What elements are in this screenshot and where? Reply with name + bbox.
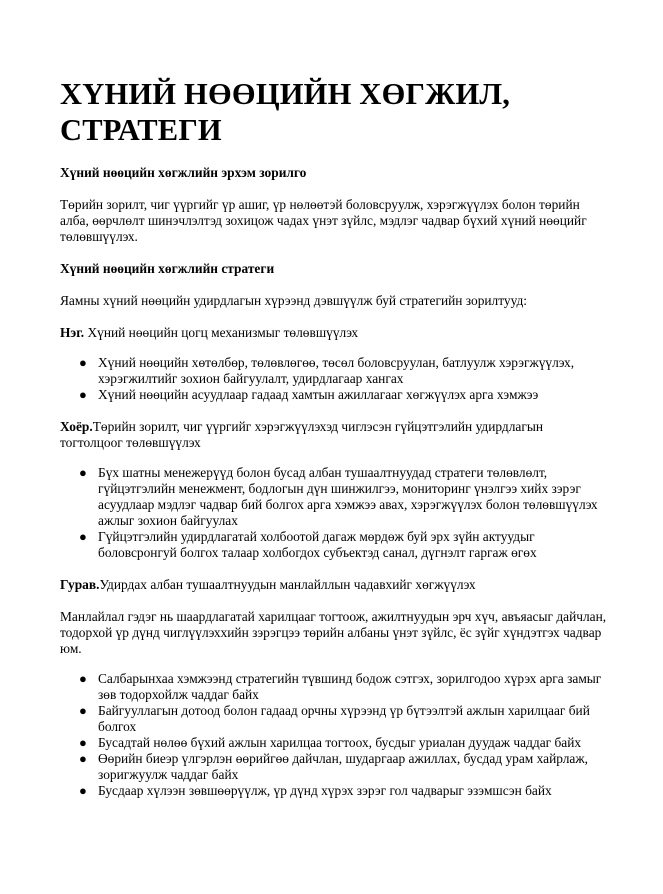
section-one-text: Хүний нөөцийн цогц механизмыг төлөвшүүлэх xyxy=(84,325,359,340)
list-item: ● Байгууллагын дотоод болон гадаад орчны хүрээнд үр бүтээлтэй ажлын харилцааг бий болгох xyxy=(79,703,590,734)
bullet-icon: ● xyxy=(79,703,87,718)
section-three-label: Гурав. xyxy=(60,577,100,592)
bullet-icon: ● xyxy=(79,387,87,402)
section-two-heading xyxy=(60,419,608,451)
list-item: ● Салбарынхаа хэмжээнд стратегийн түвшинд бодож сэтгэх, зорилгодоо хүрэх арга замыг зөв тодорхойлж чаддаг байх xyxy=(79,671,602,702)
section-one-heading xyxy=(60,325,608,341)
goal-text: Төрийн зорилт, чиг үүргийг үр ашиг, үр нөлөөтэй боловсруулж, хэрэгжүүлэх болон төрийн алба, өөрчлөлт шинэчлэлтэд зохицож чадах үнэт зүйлс, мэдлэг чадвар бүхий хүний нөөцийг төлөвшүүлэх. xyxy=(60,197,587,244)
page-title: ХҮНИЙ НӨӨЦИЙН ХӨГЖИЛ, СТРАТЕГИ xyxy=(60,77,511,147)
section-two-label: Хоёр. xyxy=(60,419,93,434)
list-item: ● Бусадтай нөлөө бүхий ажлын харилцаа тогтоох, бусдыг уриалан дуудаж чаддаг байх xyxy=(79,735,582,750)
list-item: ● Бүх шатны менежерүүд болон бусад албан тушаалтнуудад стратеги төлөвлөлт, гүйцэтгэлийн менежмент, бодлогын дүн шинжилгээ, мониторинг үнэлгээ хийх зэрэг асуудлаар мэдлэг чадвар бий болгох арга хэмжээ авах, хэрэгжүүлэх болон төлөвшүүлэх ажлыг зохион байгуулах xyxy=(79,465,598,528)
bullet-icon: ● xyxy=(79,735,87,750)
strategy-heading: Хүний нөөцийн хөгжлийн стратеги xyxy=(60,261,275,276)
bullet-icon: ● xyxy=(79,355,87,370)
bullet-icon: ● xyxy=(79,671,87,686)
section-one-list xyxy=(60,355,608,403)
leadership-paragraph: Манлайлал гэдэг нь шаардлагатай харилцааг тогтоож, ажилтнуудын эрч хүч, авъяасыг дайчлан, тодорхой үр дүнд чиглүүлэххийн зэрэгцээ төрийн албаны үнэт зүйлс, ёс зүйг хүндэтгэх чадвар юм. xyxy=(60,609,607,656)
section-two-text: Төрийн зорилт, чиг үүргийг хэрэгжүүлэхэд чиглэсэн гүйцэтгэлийн удирдлагын тогтолцоог төлөвшүүлэх xyxy=(60,419,544,450)
section-two-list xyxy=(60,465,608,561)
bullet-icon: ● xyxy=(79,783,87,798)
list-item: ● Хүний нөөцийн хөтөлбөр, төлөвлөгөө, төсөл боловсруулан, батлуулж хэрэгжүүлэх, хэрэгжилтийг зохион байгуулалт, удирдлагаар хангах xyxy=(79,355,575,386)
list-item: ● Бусдаар хүлээн зөвшөөрүүлж, үр дүнд хүрэх зэрэг гол чадварыг эзэмшсэн байх xyxy=(79,783,552,798)
goal-heading: Хүний нөөцийн хөгжлийн эрхэм зорилго xyxy=(60,165,307,180)
section-three-text: Удирдах албан тушаалтнуудын манлайллын чадавхийг хөгжүүлэх xyxy=(99,577,476,592)
list-item: ● Өөрийн биеэр үлгэрлэн өөрийгөө дайчлан, шударгаар ажиллах, бусдад урам хайрлаж, зоригжуулж чаддаг байх xyxy=(79,751,588,782)
strategy-intro: Яамны хүний нөөцийн удирдлагын хүрээнд дэвшүүлж буй стратегийн зорилтууд: xyxy=(60,293,527,308)
bullet-icon: ● xyxy=(79,465,87,480)
section-three-list xyxy=(60,671,608,799)
bullet-icon: ● xyxy=(79,529,87,544)
section-three-heading xyxy=(60,577,608,593)
bullet-icon: ● xyxy=(79,751,87,766)
list-item: ● Гүйцэтгэлийн удирдлагатай холбоотой дагаж мөрдөж буй эрх зүйн актуудыг боловсронгуй болгох талаар холбогдох субъектэд санал, дүгнэлт гаргаж өгөх xyxy=(79,529,537,560)
section-one-label: Нэг. xyxy=(60,325,85,340)
list-item: ● Хүний нөөцийн асуудлаар гадаад хамтын ажиллагааг хөгжүүлэх арга хэмжээ xyxy=(79,387,539,402)
